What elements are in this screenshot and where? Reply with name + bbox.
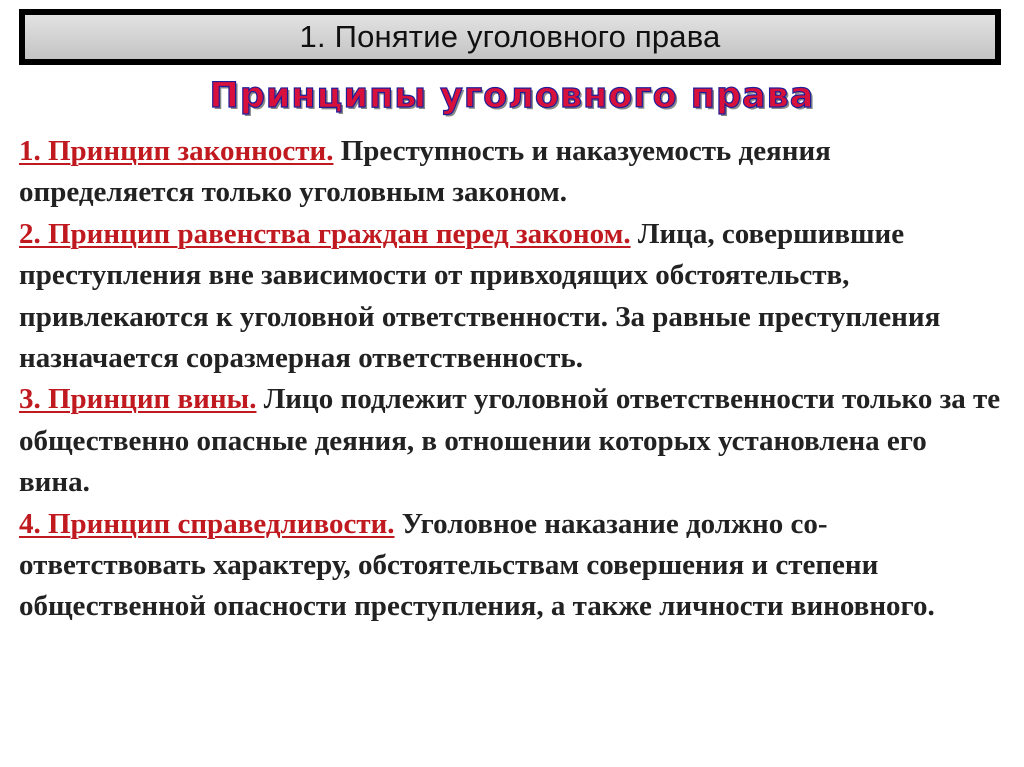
- slide-title: 1. Понятие уголовного права: [299, 19, 721, 54]
- slide-subtitle: Принципы уголовного права: [209, 76, 815, 116]
- principle-text: Преступность и наказуемость деяния определяется только уголовным законом.: [19, 135, 831, 209]
- principle-text: Уголовное наказание должно со-ответствовать характеру, обстоятельствам совершения и степени общественной опасности преступления, а также личности виновного.: [19, 507, 935, 623]
- principles-list: [19, 131, 1004, 628]
- principle-justice: [19, 504, 1004, 628]
- principle-heading: 3. Принцип вины.: [19, 383, 257, 416]
- principle-guilt: [19, 379, 1004, 503]
- principle-legality: [19, 131, 1004, 214]
- principle-heading: 2. Принцип равенства граждан перед законом.: [19, 217, 631, 250]
- title-panel: [25, 15, 995, 59]
- principle-text: Лицо подлежит уголовной ответственности только за те общественно опасные деяния, в отношении которых установлена его вина.: [19, 383, 1001, 499]
- principle-heading: 4. Принцип справедливости.: [19, 507, 395, 540]
- title-bar: [19, 9, 1001, 65]
- principle-heading: 1. Принцип законности.: [19, 135, 334, 167]
- principle-text: Лица, совершившие преступления вне зависимости от привходящих обстоятельств, привлекаются к уголовной ответственности. За равные преступления назначается соразмерная ответственность.: [19, 217, 941, 375]
- principle-equality: [19, 214, 1004, 380]
